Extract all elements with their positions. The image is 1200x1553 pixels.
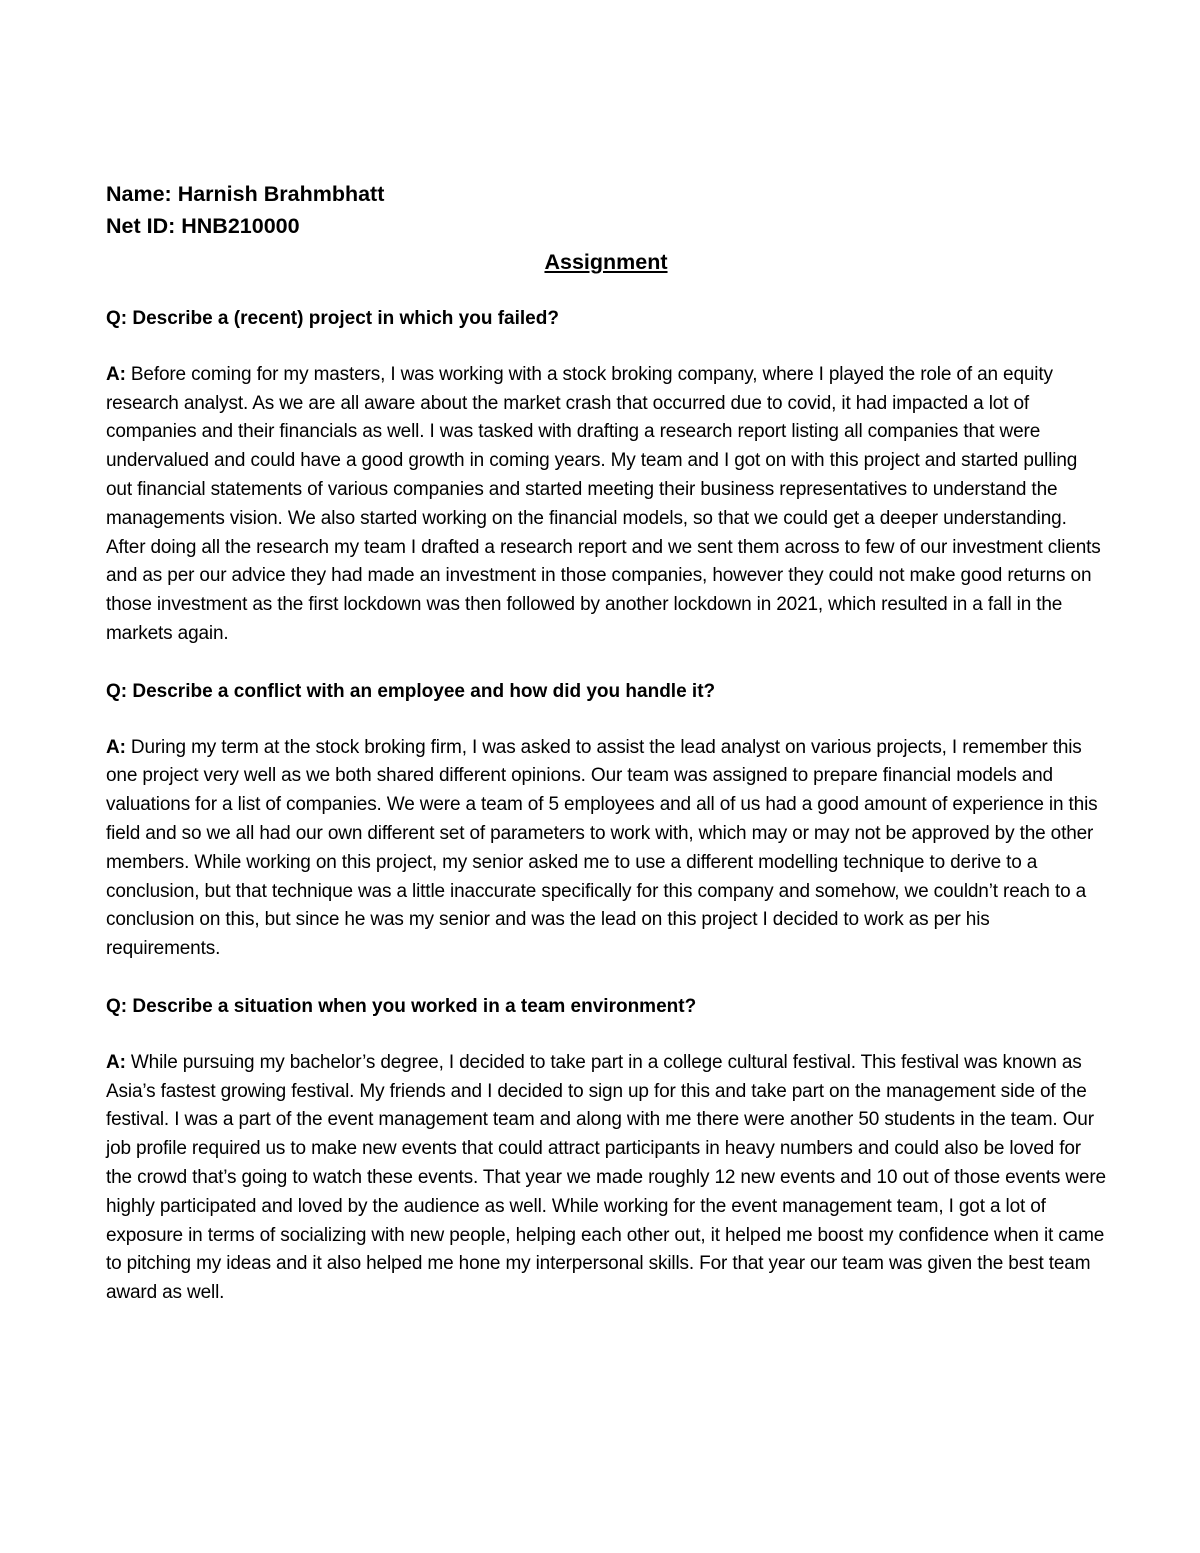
question-3: Q: Describe a situation when you worked in a team environment? bbox=[106, 995, 697, 1017]
document-page bbox=[106, 178, 1106, 1308]
answer-2-text: During my term at the stock broking firm, I was asked to assist the lead analyst on various projects, I remember this one project very well as we both shared different opinions. Our team was assigned to prepare financial models and valuations for a list of companies. We were a team of 5 employees and all of us had a good amount of experience in this field and so we all had our own different set of parameters to work with, which may or may not be approved by the other members. While working on this project, my senior asked me to use a different modelling technique to derive to a conclusion, but that technique was a little inaccurate specifically for this company and somehow, we couldn’t reach to a conclusion on this, but since he was my senior and was the lead on this project I decided to work as per his requirements. bbox=[106, 736, 1098, 960]
question-2: Q: Describe a conflict with an employee and how did you handle it? bbox=[106, 680, 716, 702]
question-1: Q: Describe a (recent) project in which you failed? bbox=[106, 308, 559, 329]
document-title bbox=[106, 246, 1106, 278]
student-name: Name: Harnish Brahmbhatt bbox=[106, 182, 385, 206]
answer-3-text: While pursuing my bachelor’s degree, I decided to take part in a college cultural festival. This festival was known as Asia’s fastest growing festival. My friends and I decided to sign up for this and take part on the management side of the festival. I was a part of the event management team and along with me there were another 50 students in the team. Our job profile required us to make new events that could attract participants in heavy numbers and could also be loved for the crowd that’s going to watch these events. That year we made roughly 12 new events and 10 out of those events were highly participated and loved by the audience as well. While working for the event management team, I got a lot of exposure in terms of socializing with new people, helping each other out, it helped me boost my confidence when it came to pitching my ideas and it also helped me hone my interpersonal skills. For that year our team was given the best team award as well. bbox=[106, 1051, 1106, 1304]
answer-1 bbox=[106, 361, 1106, 649]
answer-2-label: A: bbox=[106, 736, 126, 758]
answer-1-text: Before coming for my masters, I was working with a stock broking company, where I played the role of an equity research analyst. As we are all aware about the market crash that occurred due to covid, it had impacted a lot of companies and their financials as well. I was tasked with drafting a research report listing all companies that were undervalued and could have a good growth in coming years. My team and I got on with this project and started pulling out financial statements of various companies and started meeting their business representatives to understand the managements vision. We also started working on the financial models, so that we could get a deeper understanding. After doing all the research my team I drafted a research report and we sent them across to few of our investment clients and as per our advice they had made an investment in those companies, however they could not make good returns on those investment as the first lockdown was then followed by another lockdown in 2021, which resulted in a fall in the markets again. bbox=[106, 363, 1101, 644]
student-net-id: Net ID: HNB210000 bbox=[106, 214, 300, 238]
answer-3 bbox=[106, 1049, 1106, 1308]
answer-1-label: A: bbox=[106, 363, 126, 385]
document-title-text: Assignment bbox=[544, 250, 668, 274]
answer-2 bbox=[106, 734, 1106, 964]
answer-3-label: A: bbox=[106, 1051, 126, 1073]
